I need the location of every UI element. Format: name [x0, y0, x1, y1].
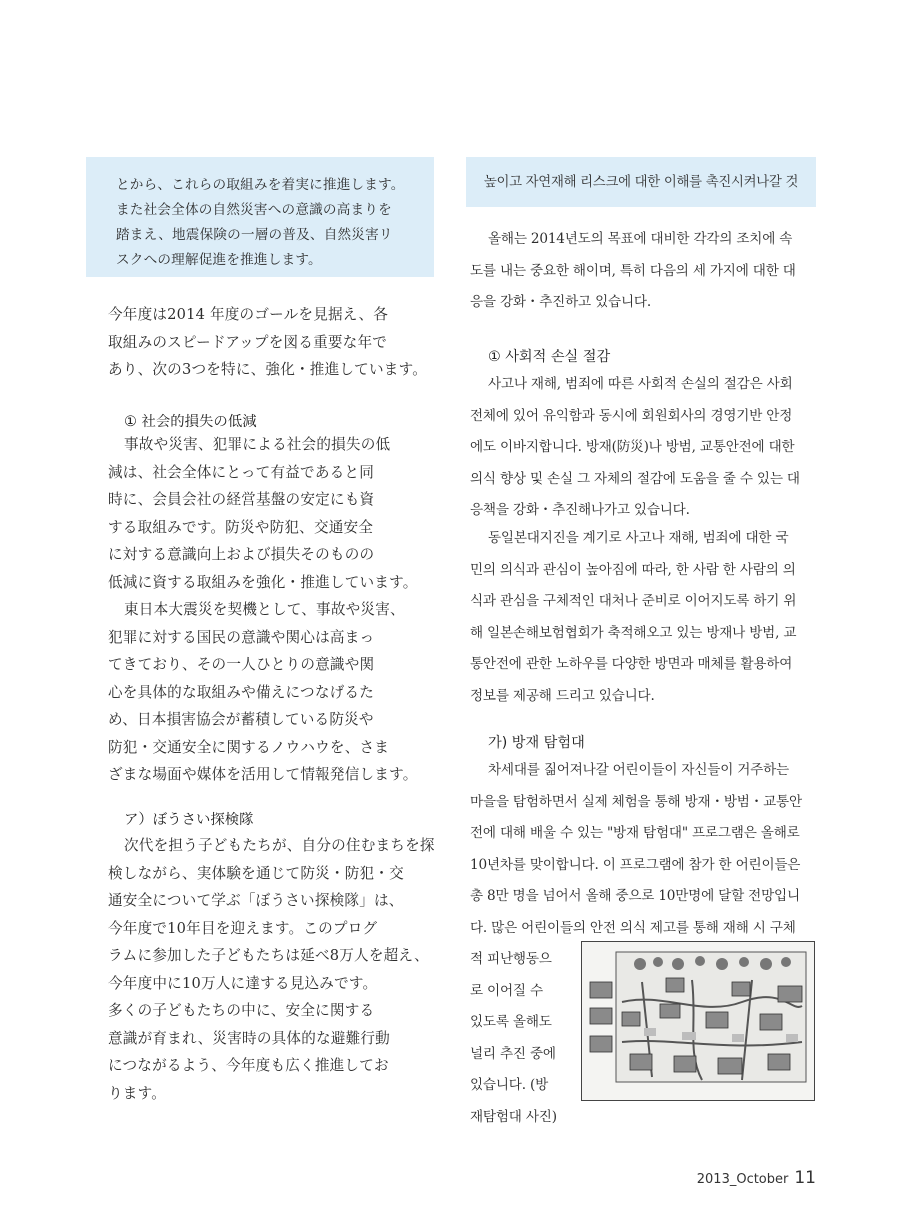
text-line: 응을 강화・추진하고 있습니다. — [470, 294, 651, 310]
text-line: 동일본대지진을 계기로 사고나 재해, 범죄에 대한 국 — [488, 530, 789, 546]
text-line: 로 이어질 수 — [470, 982, 543, 999]
text-line: 防犯・交通安全に関するノウハウを、さま — [108, 738, 390, 756]
text-line: 今年度中に10万人に達する見込みです。 — [108, 974, 378, 992]
right-para-2 — [470, 523, 820, 712]
left-para-2 — [108, 596, 438, 789]
text-line: 재탐험대 사진) — [470, 1108, 557, 1125]
text-line: スクへの理解促進を推進します。 — [116, 252, 322, 268]
text-line: ります。 — [108, 1084, 167, 1102]
text-line: する取組みです。防災や防犯、交通安全 — [108, 518, 374, 536]
text-line: 도를 내는 중요한 해이며, 특히 다음의 세 가지에 대한 대 — [470, 262, 796, 279]
text-line: に対する意識向上および損失そのものの — [108, 546, 375, 563]
left-intro — [108, 301, 438, 384]
text-line: とから、これらの取組みを着実に推進します。 — [116, 177, 405, 193]
text-line: 意識が育まれ、災害時の具体的な避難行動 — [108, 1029, 390, 1047]
text-line: 정보를 제공해 드리고 있습니다. — [470, 687, 655, 704]
right-para-1 — [470, 369, 820, 527]
text-line: 해 일본손해보험협회가 축적해오고 있는 방재나 방범, 교 — [470, 624, 797, 641]
map-photo — [581, 941, 815, 1101]
text-line: 전체에 있어 유익함과 동시에 회원회사의 경영기반 안정 — [470, 407, 793, 424]
right-intro — [470, 224, 820, 319]
text-line: 次代を担う子どもたちが、自分の住むまちを探 — [124, 837, 435, 854]
text-line: 있습니다. (방 — [470, 1077, 549, 1093]
text-line: 事故や災害、犯罪による社会的損失の低 — [124, 436, 391, 453]
text-line: 통안전에 관한 노하우를 다양한 방면과 매체를 활용하여 — [470, 656, 793, 672]
text-line: 식과 관심을 구체적인 대처나 준비로 이어지도록 하기 위 — [470, 593, 797, 609]
text-line: 通安全について学ぶ「ぼうさい探検隊」は、 — [108, 892, 404, 909]
page-footer — [697, 1168, 816, 1188]
left-heading-bousai: ア）ぼうさい探検隊 — [124, 812, 254, 828]
text-line: 取組みのスピードアップを図る重要な年で — [108, 333, 388, 351]
text-line: 널리 추진 중에 — [470, 1045, 556, 1062]
text-line: 의식 향상 및 손실 그 자체의 절감에 도움을 줄 수 있는 대 — [470, 470, 800, 487]
right-summary-box — [466, 157, 816, 207]
text-line: 에도 이바지합니다. 방재(防災)나 방범, 교통안전에 대한 — [470, 439, 795, 455]
text-line: 減は、社会全体にとって有益であると同 — [108, 463, 374, 481]
text-line: 차세대를 짊어져나갈 어린이들이 자신들이 거주하는 — [488, 762, 789, 778]
text-line: ラムに参加した子どもたちは延べ8万人を超え、 — [108, 947, 429, 964]
text-line: 今年度は2014 年度のゴールを見据え、各 — [108, 306, 389, 323]
text-line: 적 피난행동으 — [470, 951, 552, 967]
text-line: てきており、その一人ひとりの意識や関 — [108, 656, 375, 673]
text-line: 응책을 강화・추진해나가고 있습니다. — [470, 502, 690, 518]
right-heading-bousai: 가) 방재 탐험대 — [488, 735, 585, 751]
text-line: 사고나 재해, 범죄에 따른 사회적 손실의 절감은 사회 — [488, 376, 793, 392]
right-para-3 — [470, 755, 820, 944]
text-line: 低減に資する取組みを強化・推進しています。 — [108, 573, 418, 591]
text-line: 마을을 탐험하면서 실제 체험을 통해 방재・방범・교통안 — [470, 793, 802, 810]
text-line: 있도록 올해도 — [470, 1014, 552, 1030]
text-line: また社会全体の自然災害への意識の高まりを — [116, 202, 392, 218]
left-heading-social-loss: ① 社会的損失の低減 — [124, 414, 257, 430]
text-line: 10년차를 맞이합니다. 이 프로그램에 참가 한 어린이들은 — [470, 856, 801, 873]
text-line: ざまな場面や媒体を活用して情報発信します。 — [108, 766, 418, 783]
left-para-3 — [108, 832, 438, 1107]
text-line: 다. 많은 어린이들의 안전 의식 제고를 통해 재해 시 구체 — [470, 919, 796, 936]
right-heading-social-loss: ① 사회적 손실 절감 — [488, 349, 611, 365]
text-line: め、日本損害協会が蓄積している防災や — [108, 711, 374, 728]
text-line: 踏まえ、地震保険の一層の普及、自然災害リ — [116, 227, 393, 243]
right-box-text: 높이고 자연재해 리스크에 대한 이해를 촉진시켜나갈 것 — [483, 175, 799, 190]
text-line: あり、次の3つを特に、強化・推進しています。 — [108, 361, 427, 378]
left-summary-box — [86, 157, 434, 277]
text-line: 検しながら、実体験を通じて防災・防犯・交 — [108, 864, 404, 882]
right-para-3-wrap — [470, 944, 576, 1133]
left-para-1 — [108, 431, 438, 596]
page-number: 11 — [794, 1168, 816, 1188]
left-box-text — [116, 173, 424, 273]
text-line: 東日本大震災を契機として、事故や災害、 — [124, 601, 405, 618]
text-line: 多くの子どもたちの中に、安全に関する — [108, 1002, 375, 1019]
text-line: 犯罪に対する国民の意識や関心は高まっ — [108, 628, 375, 646]
text-line: 민의 의식과 관심이 높아짐에 따라, 한 사람 한 사람의 의 — [470, 561, 796, 578]
text-line: 전에 대해 배울 수 있는 "방재 탐험대" 프로그램은 올해로 — [470, 825, 800, 841]
text-line: 총 8만 명을 넘어서 올해 중으로 10만명에 달할 전망입니 — [470, 888, 800, 904]
text-line: 心を具体的な取組みや備えにつなげるた — [108, 683, 374, 701]
text-line: 올해는 2014년도의 목표에 대비한 각각의 조치에 속 — [488, 231, 793, 247]
map-illustration — [582, 942, 814, 1100]
issue-label: 2013_October — [696, 1172, 789, 1187]
text-line: につながるよう、今年度も広く推進してお — [108, 1057, 389, 1074]
text-line: 今年度で10年目を迎えます。このプログ — [108, 919, 378, 937]
text-line: 時に、会員会社の経営基盤の安定にも資 — [108, 491, 375, 508]
